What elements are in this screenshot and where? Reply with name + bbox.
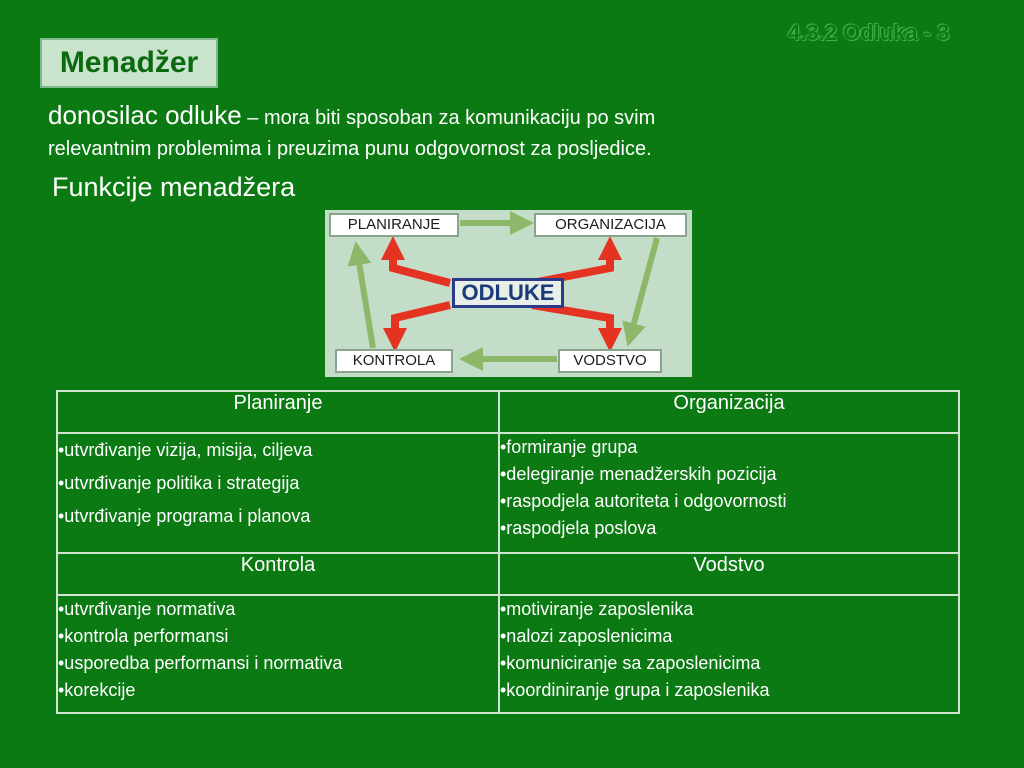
list-item: •raspodjela autoriteta i odgovornosti — [500, 491, 787, 511]
diagram-label-organizacija: ORGANIZACIJA — [534, 213, 687, 237]
table-row — [57, 433, 959, 553]
definition-term: donosilac odluke — [48, 100, 242, 130]
cell-vodstvo — [499, 595, 959, 713]
definition-line-2: relevantnim problemima i preuzima punu odgovornost za posljedice. — [48, 138, 652, 160]
list-item: •motiviranje zaposlenika — [500, 599, 694, 619]
definition-line-1 — [48, 100, 655, 131]
diagram-label-planiranje: PLANIRANJE — [329, 213, 459, 237]
subtitle: Funkcije menadžera — [52, 172, 296, 202]
arrow-odluke-to-kontrola — [395, 305, 450, 340]
cell-planiranje — [57, 433, 499, 553]
list-item: •usporedba performansi i normativa — [58, 653, 343, 673]
list-item: •formiranje grupa — [500, 437, 638, 457]
definition-text: – mora biti sposoban za komunikaciju po svim — [241, 107, 656, 129]
header-vodstvo: Vodstvo — [499, 553, 959, 595]
list-item: •utvrđivanje programa i planova — [58, 506, 311, 526]
functions-table — [56, 390, 960, 714]
list-item: •delegiranje menadžerskih pozicija — [500, 464, 777, 484]
arrow-organizacija-to-vodstvo — [630, 238, 657, 338]
cell-kontrola — [57, 595, 499, 713]
slide-number: 4.3.2 Odluka - 3 — [788, 20, 950, 45]
list-item: •komuniciranje sa zaposlenicima — [500, 653, 761, 673]
diagram-label-kontrola: KONTROLA — [335, 349, 453, 373]
cell-organizacija — [499, 433, 959, 553]
list-item: •utvrđivanje politika i strategija — [58, 473, 300, 493]
functions-diagram — [325, 210, 692, 377]
arrow-odluke-to-vodstvo — [532, 305, 610, 340]
header-planiranje: Planiranje — [57, 391, 499, 433]
table-row — [57, 553, 959, 595]
list-item: •kontrola performansi — [58, 626, 229, 646]
list-item: •korekcije — [58, 680, 136, 700]
diagram-label-odluke: ODLUKE — [452, 278, 564, 308]
list-item: •utvrđivanje vizija, misija, ciljeva — [58, 440, 313, 460]
arrow-odluke-to-planiranje — [393, 248, 450, 283]
arrow-kontrola-to-planiranje — [357, 250, 373, 348]
slide-title: Menadžer — [40, 38, 218, 88]
list-item: •koordiniranje grupa i zaposlenika — [500, 680, 770, 700]
diagram-label-vodstvo: VODSTVO — [558, 349, 662, 373]
list-item: •utvrđivanje normativa — [58, 599, 236, 619]
header-organizacija: Organizacija — [499, 391, 959, 433]
table-row — [57, 595, 959, 713]
table-row — [57, 391, 959, 433]
list-item: •nalozi zaposlenicima — [500, 626, 673, 646]
header-kontrola: Kontrola — [57, 553, 499, 595]
list-item: •raspodjela poslova — [500, 518, 657, 538]
